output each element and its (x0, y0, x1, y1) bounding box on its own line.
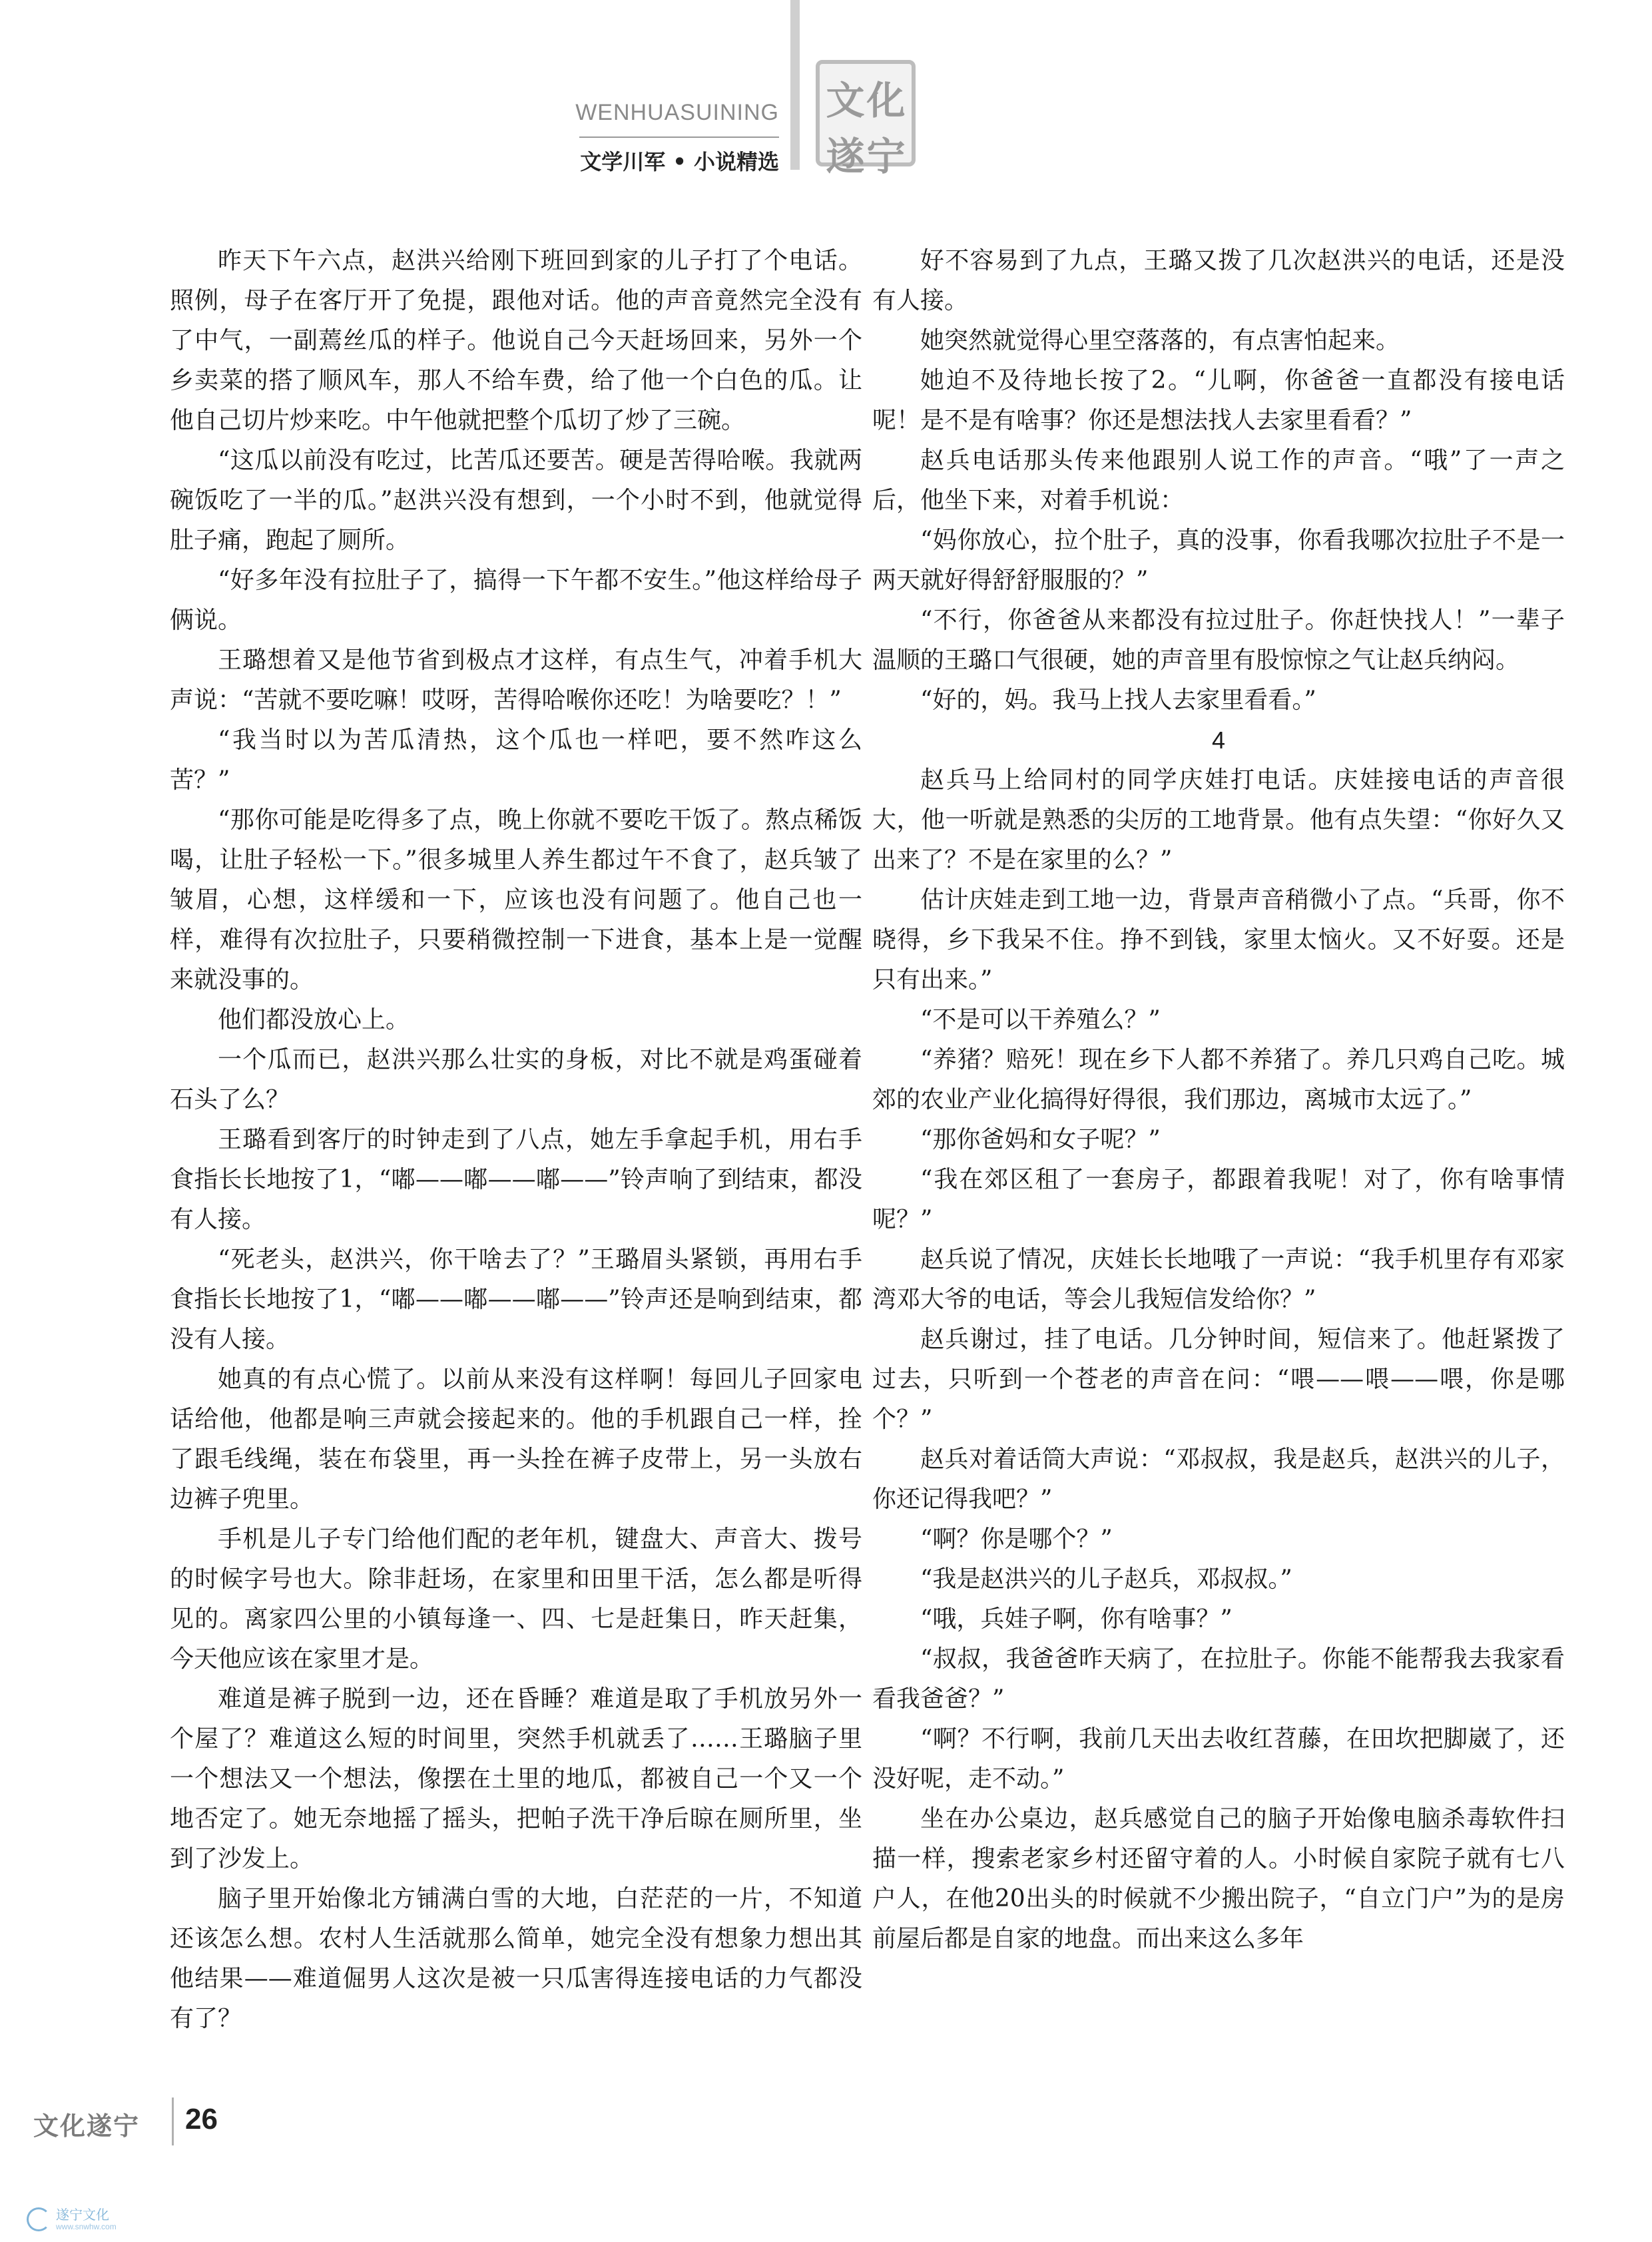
paragraph: 赵兵谢过，挂了电话。几分钟时间，短信来了。他赶紧拨了过去，只听到一个苍老的声音在问：“喂——喂——喂，你是哪个？” (872, 1326, 1565, 1433)
paragraph: “啊？不行啊，我前几天出去收红苕藤，在田坎把脚崴了，还没好呢，走不动。” (872, 1725, 1565, 1793)
paragraph: “不是可以干养殖么？” (920, 1006, 1161, 1033)
right-text-column (872, 241, 1565, 1959)
footer-divider (172, 2098, 174, 2145)
paragraph: “好的，妈。我马上找人去家里看看。” (920, 687, 1316, 714)
paragraph: 王璐看到客厅的时钟走到了八点，她左手拿起手机，用右手食指长长地按了1，“嘟——嘟——嘟——”铃声响了到结束，都没有人接。 (170, 1126, 862, 1233)
paragraph: “死老头，赵洪兴，你干啥去了？”王璐眉头紧锁，再用右手食指长长地按了1，“嘟——嘟——嘟——”铃声还是响到结束，都没有人接。 (170, 1246, 862, 1353)
paragraph: 坐在办公桌边，赵兵感觉自己的脑子开始像电脑杀毒软件扫描一样，搜索老家乡村还留守着的人。小时候自家院子就有七八户人，在他20出头的时候就不少搬出院子，“自立门户”为的是房前屋后都是自家的地盘。而出来这么多年 (872, 1805, 1565, 1952)
paragraph: 赵兵对着话筒大声说：“邓叔叔，我是赵兵，赵洪兴的儿子，你还记得我吧？” (872, 1446, 1565, 1513)
seal-char: 遂 (826, 134, 865, 179)
watermark-arc-icon (27, 2207, 51, 2231)
paragraph: 她真的有点心慌了。以前从来没有这样啊！每回儿子回家电话给他，他都是响三声就会接起来的。他的手机跟自己一样，拴了跟毛线绳，装在布袋里，再一头拴在裤子皮带上，另一头放右边裤子兜里。 (170, 1366, 862, 1513)
paragraph: 手机是儿子专门给他们配的老年机，键盘大、声音大、拨号的时候字号也大。除非赶场，在家里和田里干活，怎么都是听得见的。离家四公里的小镇每逢一、四、七是赶集日，昨天赶集，今天他应该在家里才是。 (170, 1526, 862, 1673)
paragraph: 一个瓜而已，赵洪兴那么壮实的身板，对比不就是鸡蛋碰着石头了么？ (170, 1046, 862, 1113)
paragraph: 她突然就觉得心里空落落的，有点害怕起来。 (920, 327, 1400, 354)
paragraph: 昨天下午六点，赵洪兴给刚下班回到家的儿子打了个电话。照例，母子在客厅开了免提，跟他对话。他的声音竟然完全没有了中气，一副蔫丝瓜的样子。他说自己今天赶场回来，另外一个乡卖菜的搭了顺风车，那人不给车费，给了他一个白色的瓜。让他自己切片炒来吃。中午他就把整个瓜切了炒了三碗。 (170, 247, 862, 434)
footer-brand: 文化遂宁 (33, 2111, 140, 2141)
watermark-url: www.snwhw.com (56, 2222, 117, 2231)
header-brand-pinyin: WENHUASUINING (575, 100, 779, 125)
culture-seal-logo (816, 60, 916, 179)
paragraph: “我当时以为苦瓜清热，这个瓜也一样吧，要不然咋这么苦？” (170, 726, 862, 794)
paragraph: 脑子里开始像北方铺满白雪的大地，白茫茫的一片，不知道还该怎么想。农村人生活就那么简单，她完全没有想象力想出其他结果——难道倔男人这次是被一只瓜害得连接电话的力气都没有了？ (170, 1885, 862, 2032)
header-section-title: 文学川军 • 小说精选 (580, 149, 779, 174)
paragraph: 好不容易到了九点，王璐又拨了几次赵洪兴的电话，还是没有人接。 (872, 247, 1565, 314)
seal-char: 文 (826, 78, 865, 123)
paragraph: “那你可能是吃得多了点，晚上你就不要吃干饭了。熬点稀饭喝，让肚子轻松一下。”很多城里人养生都过午不食了，赵兵皱了皱眉，心想，这样缓和一下，应该也没有问题了。他自己也一样，难得有次拉肚子，只要稍微控制一下进食，基本上是一觉醒来就没事的。 (170, 806, 862, 993)
section-number: 4 (1211, 726, 1226, 754)
paragraph: “那你爸妈和女子呢？” (920, 1126, 1161, 1153)
paragraph: “哦，兵娃子啊，你有啥事？” (920, 1605, 1233, 1633)
paragraph: “我是赵洪兴的儿子赵兵，邓叔叔。” (920, 1565, 1292, 1593)
seal-char: 宁 (866, 134, 906, 179)
seal-char: 化 (866, 78, 906, 123)
paragraph: 估计庆娃走到工地一边，背景声音稍微小了点。“兵哥，你不晓得，乡下我呆不住。挣不到钱，家里太恼火。又不好耍。还是只有出来。” (872, 886, 1565, 993)
paragraph: 难道是裤子脱到一边，还在昏睡？难道是取了手机放另外一个屋了？难道这么短的时间里，突然手机就丢了……王璐脑子里一个想法又一个想法，像摆在土里的地瓜，都被自己一个又一个地否定了。她无奈地摇了摇头，把帕子洗干净后晾在厕所里，坐到了沙发上。 (170, 1685, 862, 1872)
paragraph: 王璐想着又是他节省到极点才这样，有点生气，冲着手机大声说：“苦就不要吃嘛！哎呀，苦得哈喉你还吃！为啥要吃？！” (170, 647, 862, 714)
header-divider (790, 0, 800, 170)
paragraph: “不行，你爸爸从来都没有拉过肚子。你赶快找人！”一辈子温顺的王璐口气很硬，她的声音里有股惊惊之气让赵兵纳闷。 (872, 607, 1565, 674)
header-underline (579, 137, 779, 138)
page-number: 26 (185, 2103, 218, 2135)
paragraph: “叔叔，我爸爸昨天病了，在拉肚子。你能不能帮我去我家看看我爸爸？” (872, 1645, 1565, 1713)
paragraph: “妈你放心，拉个肚子，真的没事，你看我哪次拉肚子不是一两天就好得舒舒服服的？” (872, 527, 1565, 594)
paragraph: “这瓜以前没有吃过，比苦瓜还要苦。硬是苦得哈喉。我就两碗饭吃了一半的瓜。”赵洪兴没有想到，一个小时不到，他就觉得肚子痛，跑起了厕所。 (170, 447, 862, 554)
paragraph: 赵兵说了情况，庆娃长长地哦了一声说：“我手机里存有邓家湾邓大爷的电话，等会儿我短信发给你？” (872, 1246, 1565, 1313)
paragraph: 赵兵电话那头传来他跟别人说工作的声音。“哦”了一声之后，他坐下来，对着手机说： (872, 447, 1565, 514)
watermark-logo (27, 2201, 200, 2238)
watermark-text: 遂宁文化 (56, 2207, 109, 2223)
paragraph: 她迫不及待地长按了2。“儿啊，你爸爸一直都没有接电话呢！是不是有啥事？你还是想法找人去家里看看？” (872, 367, 1565, 434)
paragraph: “养猪？赔死！现在乡下人都不养猪了。养几只鸡自己吃。城郊的农业产业化搞得好得很，我们那边，离城市太远了。” (872, 1046, 1565, 1113)
paragraph: 他们都没放心上。 (218, 1006, 410, 1033)
paragraph: “好多年没有拉肚子了，搞得一下午都不安生。”他这样给母子俩说。 (170, 567, 862, 634)
paragraph: “啊？你是哪个？” (920, 1526, 1113, 1553)
watermark-text-block (56, 2207, 117, 2231)
paragraph: “我在郊区租了一套房子，都跟着我呢！对了，你有啥事情呢？” (872, 1166, 1565, 1233)
paragraph: 赵兵马上给同村的同学庆娃打电话。庆娃接电话的声音很大，他一听就是熟悉的尖厉的工地背景。他有点失望：“你好久又出来了？不是在家里的么？” (872, 766, 1565, 874)
left-text-column (170, 241, 862, 2039)
